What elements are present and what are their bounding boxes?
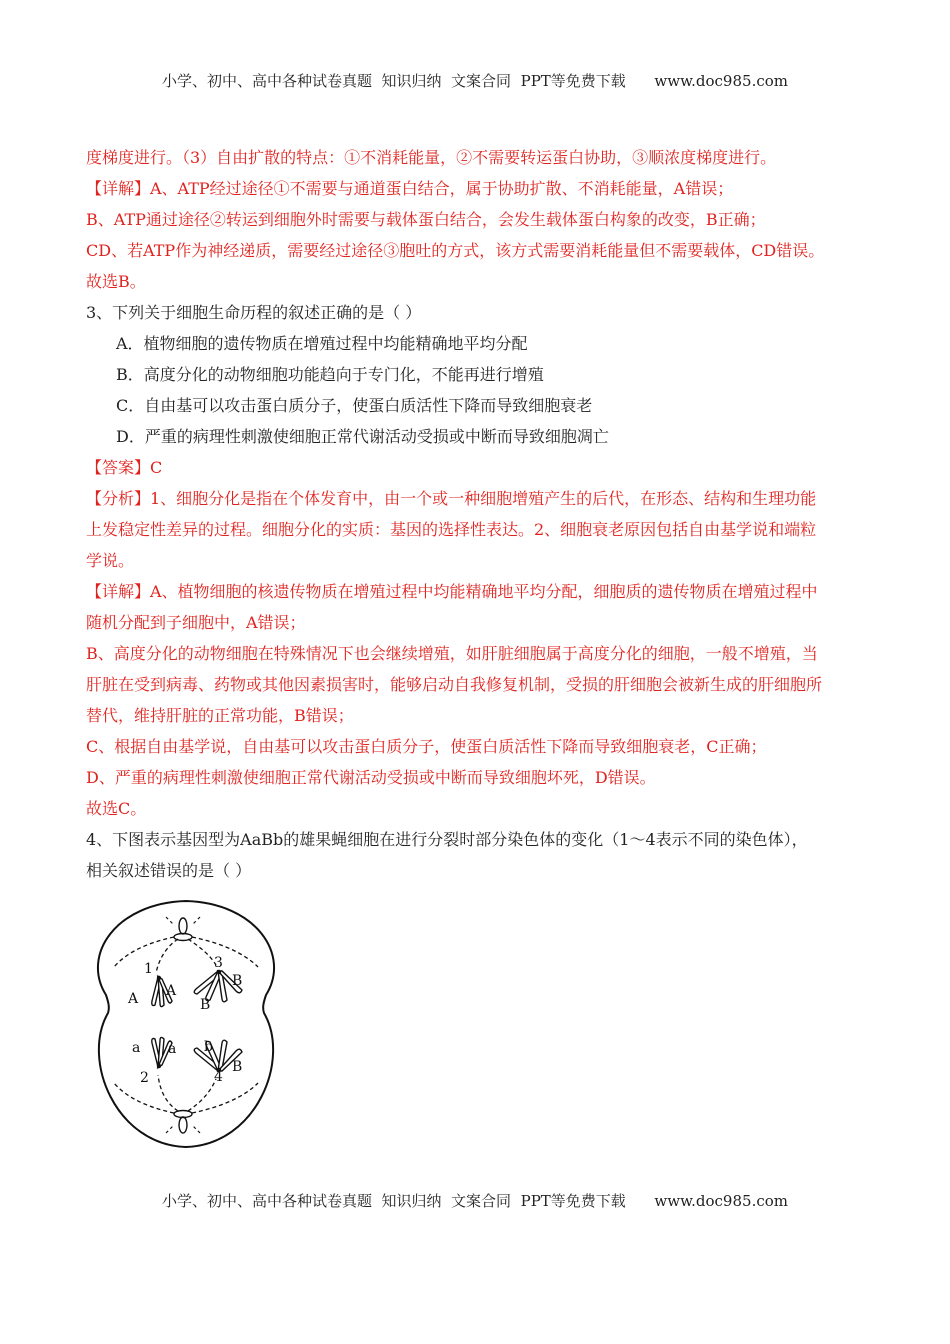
- q4-stem-2: 相关叙述错误的是（ ）: [86, 861, 252, 880]
- gene-label-B-lower: B: [200, 997, 211, 1013]
- q3-detail-b-1: B、高度分化的动物细胞在特殊情况下也会继续增殖，如肝脏细胞属于高度分化的细胞，一般不增殖，当: [86, 644, 818, 663]
- spindle-fiber: [156, 939, 178, 973]
- chromosome-number-2: 2: [140, 1070, 149, 1086]
- spindle-fiber: [188, 939, 216, 965]
- q3-detail-b-2: 肝脏在受到病毒、药物或其他因素损害时，能够启动自我修复机制，受损的肝细胞会被新生成的肝细胞所: [86, 675, 823, 694]
- q2-conclusion: 故选B。: [86, 272, 146, 291]
- q4-stem-1: 4、下图表示基因型为AaBb的雄果蝇细胞在进行分裂时部分染色体的变化（1～4表示不同的染色体），: [86, 830, 808, 849]
- gene-label-b: b: [204, 1039, 213, 1055]
- q3-conclusion: 故选C。: [86, 799, 147, 818]
- q3-analysis-3: 学说。: [86, 551, 135, 570]
- q2-detail-cd: CD、若ATP作为神经递质，需要经过途径③胞吐的方式，该方式需要消耗能量但不需要载体，CD错误。: [86, 241, 825, 260]
- q3-detail-b-3: 替代，维持肝脏的正常功能，B错误；: [86, 706, 354, 725]
- gene-label-A-right: A: [166, 983, 177, 999]
- chromosome-number-3: 3: [214, 955, 223, 971]
- cell-division-figure: [86, 895, 286, 1159]
- q2-detail-b: B、ATP通过途径②转运到细胞外时需要与载体蛋白结合，会发生载体蛋白构象的改变，B正确；: [86, 210, 766, 229]
- spindle-fiber: [188, 1079, 216, 1111]
- spindle-fiber: [114, 1083, 174, 1113]
- spindle-fiber: [192, 1083, 258, 1113]
- q3-analysis-2: 上发稳定性差异的过程。细胞分化的实质：基因的选择性表达。2、细胞衰老原因包括自由基学说和端粒: [86, 520, 817, 539]
- gene-label-B-upper: B: [232, 973, 243, 989]
- q3-stem: 3、下列关于细胞生命历程的叙述正确的是（ ）: [86, 303, 422, 322]
- q3-option-b: B．高度分化的动物细胞功能趋向于专门化，不能再进行增殖: [116, 365, 544, 384]
- top-aster-ray: [192, 917, 200, 925]
- document-body: [86, 142, 866, 886]
- spindle-fiber: [158, 1075, 178, 1111]
- q3-detail-a-1: 【详解】A、植物细胞的核遗传物质在增殖过程中均能精确地平均分配，细胞质的遗传物质在增殖过程中: [86, 582, 818, 601]
- q2-detail-a: 【详解】A、ATP经过途径①不需要与通道蛋白结合，属于协助扩散、不消耗能量，A错误；: [86, 179, 734, 198]
- gene-label-a-left: a: [132, 1040, 141, 1056]
- q3-detail-d: D、严重的病理性刺激使细胞正常代谢活动受损或中断而导致细胞坏死，D错误。: [86, 768, 656, 787]
- q3-detail-c: C、根据自由基学说，自由基可以攻击蛋白质分子，使蛋白质活性下降而导致细胞衰老，C正确；: [86, 737, 767, 756]
- chromosome-number-4: 4: [214, 1069, 223, 1085]
- bottom-aster-ray: [166, 1125, 174, 1133]
- q3-answer: 【答案】C: [86, 458, 163, 477]
- top-aster-ray: [166, 917, 174, 925]
- spindle-fiber: [192, 937, 258, 967]
- q3-option-a: A．植物细胞的遗传物质在增殖过程中均能精确地平均分配: [116, 334, 528, 353]
- gene-label-a-right: a: [168, 1041, 177, 1057]
- bottom-centriole: [174, 1111, 192, 1134]
- q2-explanation-line: 度梯度进行。（3）自由扩散的特点：①不消耗能量，②不需要转运蛋白协助，③顺浓度梯度进行。: [86, 148, 777, 167]
- gene-label-A-left: A: [128, 991, 139, 1007]
- top-centriole: [174, 918, 192, 941]
- gene-label-B-bottom: B: [232, 1059, 243, 1075]
- q3-option-c: C．自由基可以攻击蛋白质分子，使蛋白质活性下降而导致细胞衰老: [116, 396, 593, 415]
- page-footer: 小学、初中、高中各种试卷真题 知识归纳 文案合同 PPT等免费下载 www.doc985.com: [161, 1192, 788, 1210]
- q3-analysis-1: 【分析】1、细胞分化是指在个体发育中，由一个或一种细胞增殖产生的后代，在形态、结构和生理功能: [86, 489, 817, 508]
- chromosome-number-1: 1: [144, 961, 153, 977]
- bottom-aster-ray: [192, 1125, 200, 1133]
- cell-division-diagram: [86, 895, 286, 1155]
- q3-option-d: D．严重的病理性刺激使细胞正常代谢活动受损或中断而导致细胞凋亡: [116, 427, 609, 446]
- q3-detail-a-2: 随机分配到子细胞中，A错误；: [86, 613, 306, 632]
- page-header: 小学、初中、高中各种试卷真题 知识归纳 文案合同 PPT等免费下载 www.doc985.com: [161, 72, 788, 90]
